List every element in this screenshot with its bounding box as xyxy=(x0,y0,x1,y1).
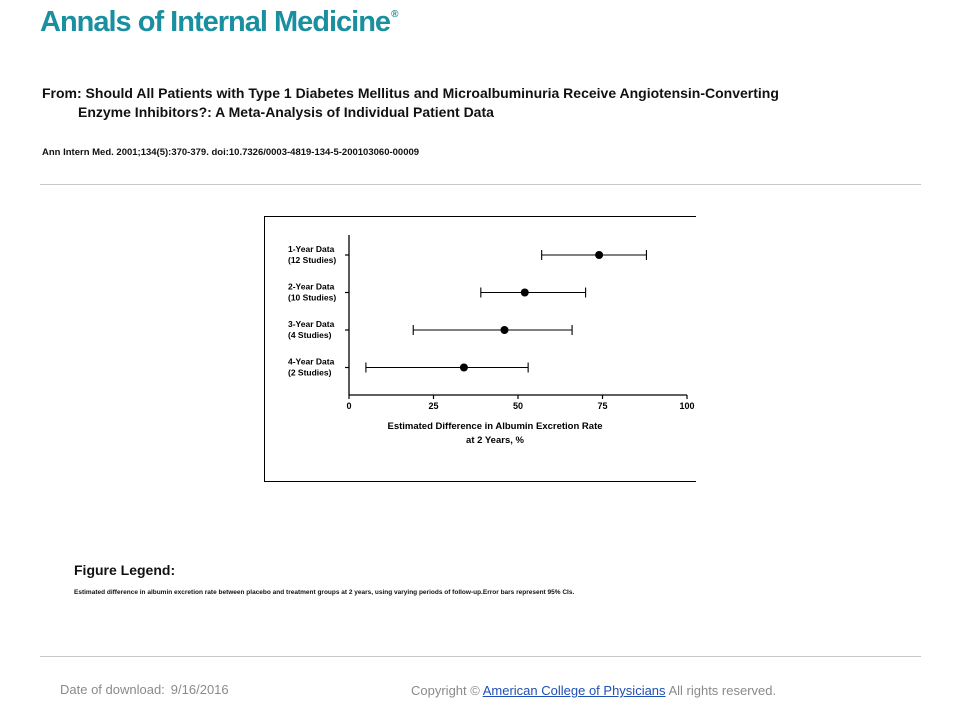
forest-plot-svg xyxy=(265,217,697,483)
y-tick-label: (4 Studies) xyxy=(288,330,332,340)
x-tick-label: 75 xyxy=(597,401,608,411)
article-title xyxy=(42,84,922,122)
publisher-link[interactable]: American College of Physicians xyxy=(482,683,666,698)
point-estimate-marker xyxy=(521,289,529,297)
journal-name: Annals of Internal Medicine xyxy=(40,6,391,38)
y-tick-label: (2 Studies) xyxy=(288,367,332,378)
copyright-prefix: Copyright © xyxy=(411,683,480,698)
registered-mark: ® xyxy=(391,9,399,20)
y-tick-label: 4-Year Data xyxy=(288,356,335,367)
point-estimate-marker xyxy=(595,251,603,259)
y-tick-label: 1-Year Data xyxy=(288,244,335,254)
article-title-line2: Enzyme Inhibitors?: A Meta-Analysis of Individual Patient Data xyxy=(78,104,494,120)
download-date-label: Date of download: xyxy=(60,682,165,697)
header-divider xyxy=(40,184,921,185)
x-tick-label: 50 xyxy=(512,401,524,411)
point-estimate-marker xyxy=(500,326,508,334)
y-tick-label: (12 Studies) xyxy=(288,255,337,265)
point-estimate-marker xyxy=(460,364,468,372)
journal-logo xyxy=(40,6,398,39)
y-tick-label: 3-Year Data xyxy=(288,319,335,329)
copyright-notice xyxy=(411,683,776,698)
y-tick-label: 2-Year Data xyxy=(288,281,335,292)
x-axis-label-line2: at 2 Years, % xyxy=(466,435,524,446)
copyright-suffix: All rights reserved. xyxy=(668,683,777,698)
x-tick-label: 100 xyxy=(679,401,695,411)
article-title-line1: From: Should All Patients with Type 1 Diabetes Mellitus and Microalbuminuria Receive Angiotensin-Converting xyxy=(42,85,779,101)
x-tick-label: 0 xyxy=(346,401,352,411)
figure-legend-title: Figure Legend: xyxy=(74,562,176,578)
article-citation: Ann Intern Med. 2001;134(5):370-379. doi:10.7326/0003-4819-134-5-200103060-00009 xyxy=(42,147,420,158)
x-axis-label-line1: Estimated Difference in Albumin Excretion Rate xyxy=(387,421,603,432)
y-tick-label: (10 Studies) xyxy=(288,292,337,303)
footer-divider xyxy=(40,656,921,657)
forest-plot-figure xyxy=(264,216,696,482)
download-date-value: 9/16/2016 xyxy=(170,682,229,697)
x-tick-label: 25 xyxy=(428,401,439,411)
figure-legend-text: Estimated difference in albumin excretion rate between placebo and treatment groups at 2 years, using varying periods of follow-up.Error bars represent 95% CIs. xyxy=(74,589,575,596)
download-date xyxy=(60,682,229,697)
